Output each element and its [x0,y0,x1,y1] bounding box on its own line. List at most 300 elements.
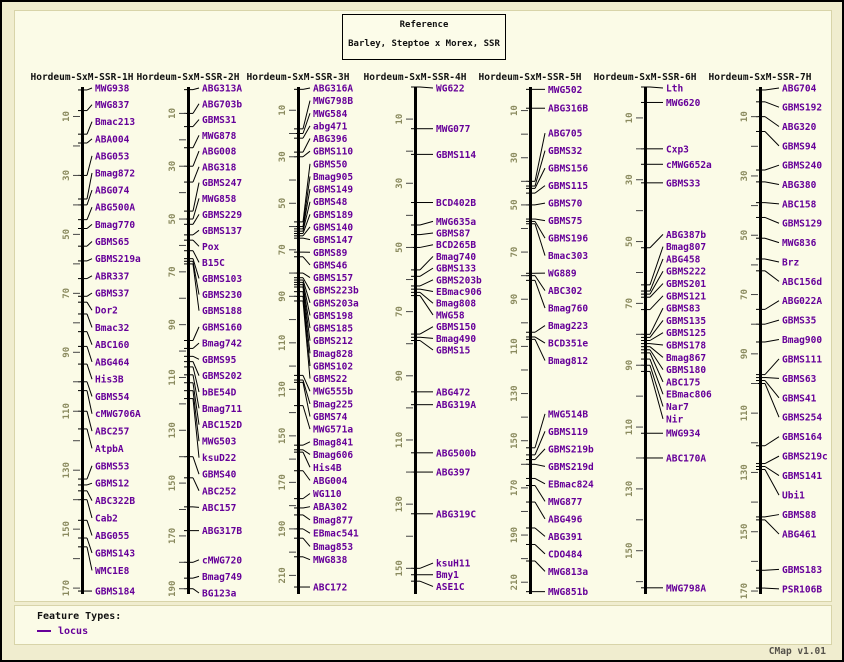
marker-label[interactable]: MWG571a [313,424,354,436]
ruler-tick-label: 70 [740,289,750,300]
marker-label[interactable]: cMWG706A [95,409,141,421]
marker-label[interactable]: GBMS143 [95,548,136,560]
ruler-tick-label: 130 [510,385,520,402]
marker-label[interactable]: GBMS222 [666,266,707,278]
marker-label[interactable]: ABG458 [666,254,701,266]
marker-label[interactable]: GBMS125 [666,328,707,340]
marker-label[interactable]: EBmac824 [548,479,594,491]
marker-label[interactable]: ABG053 [95,151,130,163]
feature-connector [765,271,779,282]
marker-label[interactable]: Pox [202,241,220,253]
ruler-tick-label: 130 [278,381,288,398]
ruler-tick-label: 30 [740,170,750,182]
marker-label[interactable]: MWG934 [666,428,701,440]
marker-label[interactable]: GBMS183 [782,564,823,576]
marker-label[interactable]: ABG074 [95,185,130,197]
ruler-tick-label: 30 [278,151,288,163]
map-title[interactable]: Hordeum-SxM-SSR-6H [593,72,697,83]
feature-connector [303,139,310,153]
marker-label[interactable]: ABG397 [436,467,471,479]
feature-connector [193,183,199,211]
feature-connector [765,131,779,145]
feature-connector [420,256,433,269]
feature-connector [535,464,545,466]
marker-label[interactable]: GBMS203b [436,275,482,287]
marker-label[interactable]: ABG464 [95,357,130,369]
marker-label[interactable]: GBMS12 [95,478,130,490]
marker-label[interactable]: GBMS230 [202,290,243,302]
linkage-map-Hordeum-SxM-SSR-2H [137,72,243,599]
ruler-tick-label: 30 [625,174,635,186]
marker-label[interactable]: ABC302 [548,286,583,298]
marker-label[interactable]: GBMS133 [436,263,477,275]
marker-label[interactable]: GBMS180 [666,365,707,377]
marker-label[interactable]: Cab2 [95,513,118,525]
map-title[interactable]: Hordeum-SxM-SSR-3H [246,72,350,83]
ruler-tick-label: 190 [168,580,178,597]
ruler-tick-label: 10 [278,104,288,116]
marker-label[interactable]: GBMS140 [313,222,354,234]
marker-label[interactable]: B15C [202,257,225,269]
map-title[interactable]: Hordeum-SxM-SSR-7H [708,72,812,83]
marker-label[interactable]: Bmag223 [548,321,589,333]
marker-label[interactable]: ABG461 [782,529,817,541]
marker-label[interactable]: ksuH11 [436,558,471,570]
marker-label[interactable]: MWG837 [95,100,130,112]
ruler-tick-label: 10 [510,105,520,117]
feature-connector [420,581,433,586]
feature-connector [420,337,433,338]
marker-label[interactable]: ABG313A [202,83,243,95]
marker-label[interactable]: GBMS157 [313,273,354,285]
chromosome-bar [414,87,417,594]
map-title[interactable]: Hordeum-SxM-SSR-5H [478,72,582,83]
feature-connector [193,356,199,359]
marker-label[interactable]: Bmag841 [313,437,354,449]
ruler-tick-label: 70 [395,306,405,318]
marker-label[interactable]: ABG319A [436,400,477,412]
marker-label[interactable]: ksuD22 [202,453,237,465]
marker-label[interactable]: Cxp3 [666,144,689,156]
marker-label[interactable]: ABG022A [782,296,823,308]
feature-connector [193,327,199,341]
marker-label[interactable]: ABC158 [782,199,817,211]
marker-label[interactable]: WMC1E8 [95,565,130,577]
marker-label[interactable]: ABC157 [202,502,237,514]
marker-label[interactable]: ABA302 [313,502,348,514]
ruler-tick-label: 30 [168,160,178,172]
linkage-map-Hordeum-SxM-SSR-1H [31,72,142,598]
ruler-tick-label: 130 [395,496,405,513]
marker-label[interactable]: GBMS88 [782,510,817,522]
marker-label[interactable]: Bmag828 [313,348,354,360]
marker-label[interactable]: MWG798B [313,96,354,108]
feature-connector [87,139,92,143]
marker-label[interactable]: GBMS135 [666,315,707,327]
feature-connector [87,483,92,485]
marker-label[interactable]: GBMS201 [666,279,707,291]
feature-connector [87,500,92,518]
marker-label[interactable]: GBMS50 [313,159,348,171]
marker-label[interactable]: GBMS188 [202,306,243,318]
ruler-tick-label: 150 [62,521,72,538]
marker-label[interactable]: ABG396 [313,134,348,146]
ruler-tick-label: 150 [625,542,635,559]
marker-label[interactable]: GBMS15 [436,345,471,357]
marker-label[interactable]: GBMS219a [95,254,141,266]
marker-label[interactable]: GBMS119 [548,426,589,438]
marker-label[interactable]: MWG620 [666,97,701,109]
marker-label[interactable]: Dor2 [95,305,118,317]
marker-label[interactable]: BCD402B [436,198,477,210]
marker-label[interactable]: MWG838 [313,555,348,567]
marker-label[interactable]: GBMS160 [202,322,243,334]
ruler-tick-label: 150 [168,474,178,492]
marker-label[interactable]: Bmag807 [666,242,707,254]
marker-label[interactable]: EBmac906 [436,287,482,299]
feature-connector [650,333,663,341]
marker-label[interactable]: Bmag877 [313,515,354,527]
reference-box [342,14,506,60]
marker-label[interactable]: His4B [313,462,342,474]
feature-connector [193,576,199,578]
marker-label[interactable]: GBMS95 [202,354,237,366]
marker-label[interactable]: Bmag711 [202,403,243,415]
marker-label[interactable]: WG889 [548,268,577,280]
marker-label[interactable]: Nar7 [666,402,689,414]
marker-label[interactable]: MWG878 [202,130,237,142]
marker-label[interactable]: ABC175 [666,377,701,389]
marker-label[interactable]: cMWG652a [666,159,712,171]
marker-label[interactable]: GBMS114 [436,149,477,161]
ruler-tick-label: 70 [62,287,72,299]
marker-label[interactable]: MWG858 [202,193,237,205]
marker-label[interactable]: ABC172 [313,582,348,594]
marker-label[interactable]: Bmag749 [202,571,243,583]
marker-label[interactable]: MWG077 [436,124,471,136]
marker-label[interactable]: GBMS53 [95,461,130,473]
ruler-tick-label: 90 [740,348,750,360]
marker-label[interactable]: ABG316A [313,83,354,95]
marker-label[interactable]: GBMS46 [313,260,348,272]
marker-label[interactable]: ABG316B [548,103,589,115]
feature-connector [765,515,779,517]
marker-label[interactable]: GBMS75 [548,216,583,228]
feature-connector [303,257,310,265]
feature-connector [535,203,545,205]
feature-connector [303,538,310,546]
marker-label[interactable]: MWG503 [202,436,237,448]
map-title[interactable]: Hordeum-SxM-SSR-1H [30,72,134,83]
marker-label[interactable]: GBMS192 [782,102,823,114]
marker-label[interactable]: ABR337 [95,271,130,283]
ruler-tick-label: 50 [625,236,635,247]
feature-connector [765,456,779,463]
marker-label[interactable]: EBmac806 [666,389,712,401]
marker-label[interactable]: GBMS31 [202,115,237,127]
marker-label[interactable]: Bmac213 [95,117,136,129]
marker-label[interactable]: ABG705 [548,128,583,140]
marker-label[interactable]: GBMS156 [548,163,589,175]
marker-label[interactable]: GBMS65 [95,237,130,249]
feature-connector [765,320,779,324]
marker-label[interactable]: Nir [666,414,684,426]
marker-label[interactable]: GBMS164 [782,432,823,444]
marker-label[interactable]: GBMS37 [95,288,130,300]
feature-connector [193,478,199,491]
feature-connector [87,314,92,327]
marker-label[interactable]: ABG380 [782,180,817,192]
feature-connector [650,247,663,285]
marker-label[interactable]: ABC322B [95,496,136,508]
feature-connector [765,588,779,589]
feature-connector [420,233,433,235]
marker-label[interactable]: GBMS203a [313,298,359,310]
marker-label[interactable]: GBMS63 [782,373,817,385]
marker-label[interactable]: GBMS94 [782,141,817,153]
marker-label[interactable]: ABG320 [782,122,817,134]
linkage-map-Hordeum-SxM-SSR-5H [479,72,595,598]
feature-connector [303,494,310,499]
marker-label[interactable]: GBMS247 [202,178,243,190]
marker-label[interactable]: GBMS110 [313,146,354,158]
marker-label[interactable]: His3B [95,374,124,386]
marker-label[interactable]: GBMS102 [313,361,354,373]
feature-connector [303,238,310,239]
ruler-tick-label: 10 [625,112,635,124]
marker-label[interactable]: GBMS178 [666,340,707,352]
marker-label[interactable]: GBMS87 [436,228,471,240]
feature-connector [87,302,92,310]
ruler-tick-label: 110 [740,405,750,422]
marker-label[interactable]: GBMS141 [782,471,823,483]
feature-connector [87,346,92,362]
marker-label[interactable]: Bmag853 [313,541,354,553]
feature-connector [87,520,92,535]
marker-label[interactable]: GBMS115 [548,181,589,193]
feature-connector [765,88,779,90]
marker-label[interactable]: Bmag770 [95,219,136,231]
marker-label[interactable]: Ubi1 [782,490,805,502]
feature-connector [87,122,92,134]
marker-label[interactable]: GBMS189 [313,209,354,221]
marker-label[interactable]: GBMS254 [782,412,823,424]
marker-label[interactable]: GBMS54 [95,391,130,403]
marker-label[interactable]: GBMS198 [313,310,354,322]
marker-label[interactable]: GBMS219b [548,444,594,456]
map-title[interactable]: Hordeum-SxM-SSR-4H [363,72,467,83]
marker-label[interactable]: GBMS212 [313,336,354,348]
marker-label[interactable]: MWG514B [548,409,589,421]
feature-connector [87,491,92,501]
ruler-tick-label: 90 [278,290,288,302]
marker-label[interactable]: Bmag867 [666,352,707,364]
feature-connector [193,343,199,348]
marker-label[interactable]: BG123a [202,588,237,600]
marker-label[interactable]: GBMS89 [313,247,348,259]
ruler-tick-label: 130 [168,422,178,439]
feature-connector [535,219,545,221]
marker-label[interactable]: ABG387b [666,229,707,241]
marker-label[interactable]: GBMS40 [202,469,237,481]
feature-connector [87,207,92,219]
feature-connector [87,88,92,90]
ruler-tick-label: 30 [395,177,405,189]
marker-label[interactable]: ABG703b [202,99,243,111]
marker-label[interactable]: ABG055 [95,530,130,542]
ruler-tick-label: 50 [62,228,72,240]
marker-label[interactable]: GBMS185 [313,323,354,335]
marker-label[interactable]: Bmag225 [313,399,354,411]
marker-label[interactable]: WG622 [436,83,465,95]
feature-connector [193,104,199,114]
marker-label[interactable]: GBMS150 [436,322,477,334]
marker-label[interactable]: Bmag808 [436,298,477,310]
chromosome-bar [529,87,532,594]
marker-label[interactable]: GBMS240 [782,160,823,172]
marker-label[interactable]: Bmag740 [436,251,477,263]
marker-label[interactable]: ABG472 [436,387,471,399]
marker-label[interactable]: MWG836 [782,238,817,250]
feature-connector [765,238,779,242]
marker-label[interactable]: MWG938 [95,83,130,95]
marker-label[interactable]: Bmac32 [95,322,130,334]
marker-label[interactable]: GBMS149 [313,184,354,196]
marker-label[interactable]: abg471 [313,121,348,133]
feature-connector [87,242,92,247]
marker-label[interactable]: GBMS83 [666,303,701,315]
ruler-tick-label: 90 [395,370,405,382]
chromosome-bar [644,87,647,594]
marker-label[interactable]: MWG635a [436,216,477,228]
feature-connector [87,259,92,261]
linkage-map-Hordeum-SxM-SSR-7H [709,72,828,599]
marker-label[interactable]: GBMS147 [313,235,354,247]
ruler-tick-label: 30 [510,152,520,164]
marker-label[interactable]: Bmag872 [95,168,136,180]
marker-label[interactable]: ABC252 [202,486,237,498]
marker-label[interactable]: GBMS33 [666,178,701,190]
marker-label[interactable]: MWG502 [548,84,583,96]
marker-label[interactable]: MWG58 [436,310,465,322]
marker-label[interactable]: GBMS32 [548,146,583,158]
marker-label[interactable]: AtpbA [95,443,124,455]
marker-label[interactable]: Bmag760 [548,303,589,315]
marker-label[interactable]: cMWG720 [202,555,243,567]
marker-label[interactable]: GBMS121 [666,291,707,303]
feature-connector [87,156,92,176]
marker-label[interactable]: GBMS48 [313,197,348,209]
marker-label[interactable]: EBmac541 [313,528,359,540]
marker-label[interactable]: PSR106B [782,584,823,596]
map-title[interactable]: Hordeum-SxM-SSR-2H [136,72,240,83]
marker-label[interactable]: MWG851b [548,587,589,599]
marker-label[interactable]: WG110 [313,489,342,501]
marker-label[interactable]: Lth [666,83,684,95]
marker-label[interactable]: GBMS219c [782,451,828,463]
marker-label[interactable]: MWG584 [313,108,348,120]
marker-label[interactable]: ABG500A [95,202,136,214]
marker-label[interactable]: GBMS103 [202,273,243,285]
ruler-tick-label: 150 [395,560,405,577]
marker-label[interactable]: bBE54D [202,387,237,399]
marker-label[interactable]: MWG555b [313,386,354,398]
marker-label[interactable]: ABG704 [782,83,817,95]
marker-label[interactable]: GBMS196 [548,233,589,245]
marker-label[interactable]: GBMS137 [202,225,243,237]
marker-label[interactable]: BCD265B [436,240,477,252]
feature-connector [303,126,310,138]
marker-label[interactable]: Bmag606 [313,449,354,461]
marker-label[interactable]: ABC156d [782,276,823,288]
marker-label[interactable]: ABG500b [436,448,477,460]
marker-label[interactable]: ABG317B [202,526,243,538]
marker-label[interactable]: Bmac303 [548,251,589,263]
marker-label[interactable]: ABG008 [202,146,237,158]
marker-label[interactable]: ASE1C [436,581,465,593]
feature-connector [420,563,433,568]
feature-connector [87,276,92,279]
marker-label[interactable]: Bmag490 [436,333,477,345]
feature-connector [535,561,545,571]
marker-label[interactable]: GBMS41 [782,393,817,405]
marker-label[interactable]: MWG877 [548,496,583,508]
marker-label[interactable]: Bmag905 [313,171,354,183]
marker-label[interactable]: GBMS223b [313,285,359,297]
marker-label[interactable]: GBMS219d [548,461,594,473]
feature-connector [535,186,545,194]
marker-label[interactable]: GBMS129 [782,218,823,230]
marker-label[interactable]: Bmy1 [436,570,459,582]
feature-connector [193,240,199,246]
ruler-tick-label: 110 [168,369,178,386]
marker-label[interactable]: Bmag812 [548,356,589,368]
marker-label[interactable]: ABG319C [436,509,477,521]
marker-label[interactable]: ABC152D [202,420,243,432]
marker-label[interactable]: Bmag900 [782,335,823,347]
marker-label[interactable]: MWG798A [666,583,707,595]
marker-label[interactable]: GBMS202 [202,371,243,383]
feature-connector [303,273,310,277]
marker-label[interactable]: MWG813a [548,566,589,578]
marker-label[interactable]: GBMS74 [313,412,348,424]
marker-label[interactable]: GBMS184 [95,586,136,598]
marker-label[interactable]: ABC257 [95,426,130,438]
marker-label[interactable]: Bmag742 [202,338,243,350]
marker-label[interactable]: GBMS22 [313,374,348,386]
marker-label[interactable]: ABG496 [548,514,583,526]
marker-label[interactable]: GBMS70 [548,198,583,210]
feature-connector [765,359,779,375]
marker-label[interactable]: ABC160 [95,340,130,352]
marker-label[interactable]: ABG004 [313,475,348,487]
feature-connector [765,301,779,310]
marker-label[interactable]: GBMS229 [202,209,243,221]
marker-label[interactable]: Brz [782,257,800,269]
chromosome-bar [187,87,190,594]
feature-connector [535,326,545,333]
marker-label[interactable]: BCD351e [548,338,589,350]
marker-label[interactable]: ABA004 [95,134,130,146]
marker-label[interactable]: GBMS111 [782,354,823,366]
marker-label[interactable]: CDO484 [548,549,583,561]
marker-label[interactable]: ABG318 [202,162,237,174]
marker-label[interactable]: ABC170A [666,453,707,465]
marker-label[interactable]: ABG391 [548,531,583,543]
ruler-tick-label: 190 [278,520,288,538]
feature-connector [535,486,545,502]
marker-label[interactable]: GBMS35 [782,315,817,327]
